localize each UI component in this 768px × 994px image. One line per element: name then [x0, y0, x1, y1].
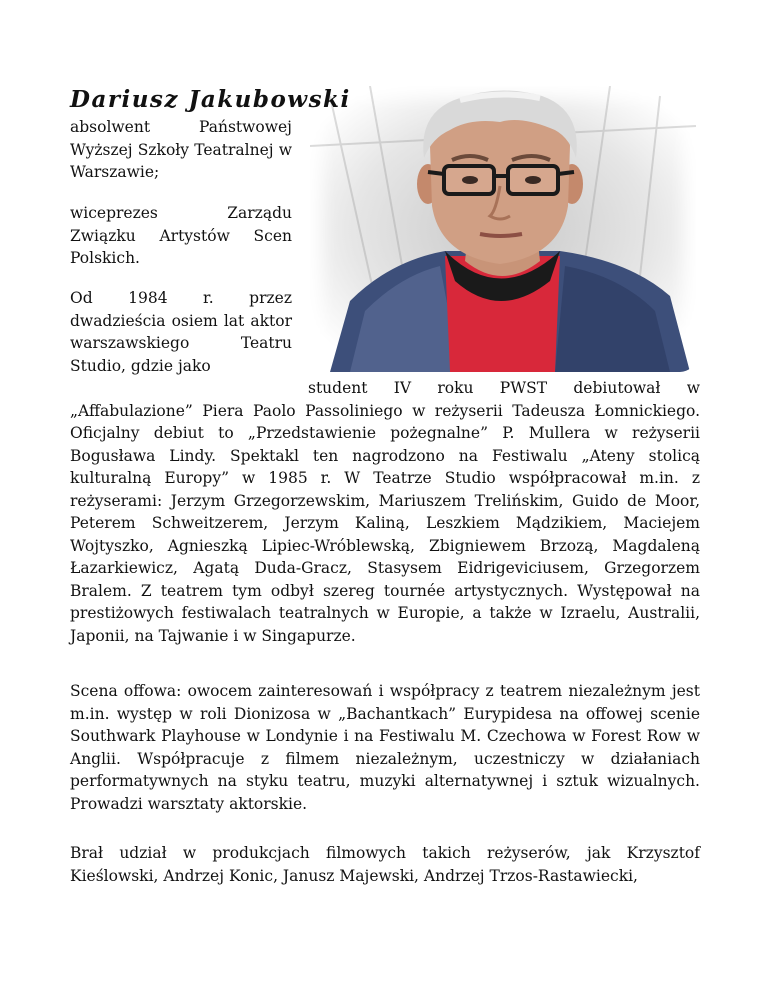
person-name: Dariusz Jakubowski [70, 86, 351, 113]
paragraph-career: student IV roku PWST debiutował w „Affabulazione” Piera Paolo Passoliniego w reżyserii Tadeusza Łomnickiego. Oficjalny debiut to „Przedstawienie pożegnalne” P. Mullera w reżyserii Bogusława Lindy. Spektakl ten nagrodzono na Festiwalu „Ateny stolicą kulturalną Europy” w 1985 r. W Teatrze Studio współpracował m.in. z reżyserami: Jerzym Grzegorzewskim, Mariuszem Trelińskim, Guido de Moor, Peterem Schweitzerem, Jerzym Kaliną, Leszkiem Mądzikiem, Maciejem Wojtyszko, Agnieszką Lipiec-Wróblewską, Zbigniewem Brzozą, Magdaleną Łazarkiewicz, Agatą Duda-Gracz, Stasysem Eidrigeviciusem, Grzegorzem Bralem. Z teatrem tym odbył szereg tournée artystycznych. Występował na prestiżowych festiwalach teatralnych w Europie, a także w Izraelu, Australii, Japonii, na Tajwanie i w Singapurze. [70, 379, 700, 645]
paragraph-film: Brał udział w produkcjach filmowych takich reżyserów, jak Krzysztof Kieślowski, Andrzej Konic, Janusz Majewski, Andrzej Trzos-Rastawiecki, [70, 844, 700, 885]
paragraph-career-intro: Od 1984 r. przez dwadzieścia osiem lat aktor warszawskiego Teatru Studio, gdzie jako [70, 289, 292, 375]
paragraph-education: absolwent Państwowej Wyższej Szkoły Teatralnej w Warszawie; [70, 118, 292, 181]
paragraph-role: wiceprezes Zarządu Związku Artystów Scen Polskich. [70, 204, 292, 267]
portrait-photo [310, 86, 696, 372]
paragraph-off-stage: Scena offowa: owocem zainteresowań i współpracy z teatrem niezależnym jest m.in. występ w roli Dionizosa w „Bachantkach” Eurypidesa na offowej scenie Southwark Playhouse w Londynie i na Festiwalu M. Czechowa w Forest Row w Anglii. Współpracuje z filmem niezależnym, uczestniczy w działaniach performatywnych na styku teatru, muzyki alternatywnej i sztuk wizualnych. Prowadzi warsztaty aktorskie. [70, 682, 700, 813]
portrait-illustration [310, 86, 696, 372]
